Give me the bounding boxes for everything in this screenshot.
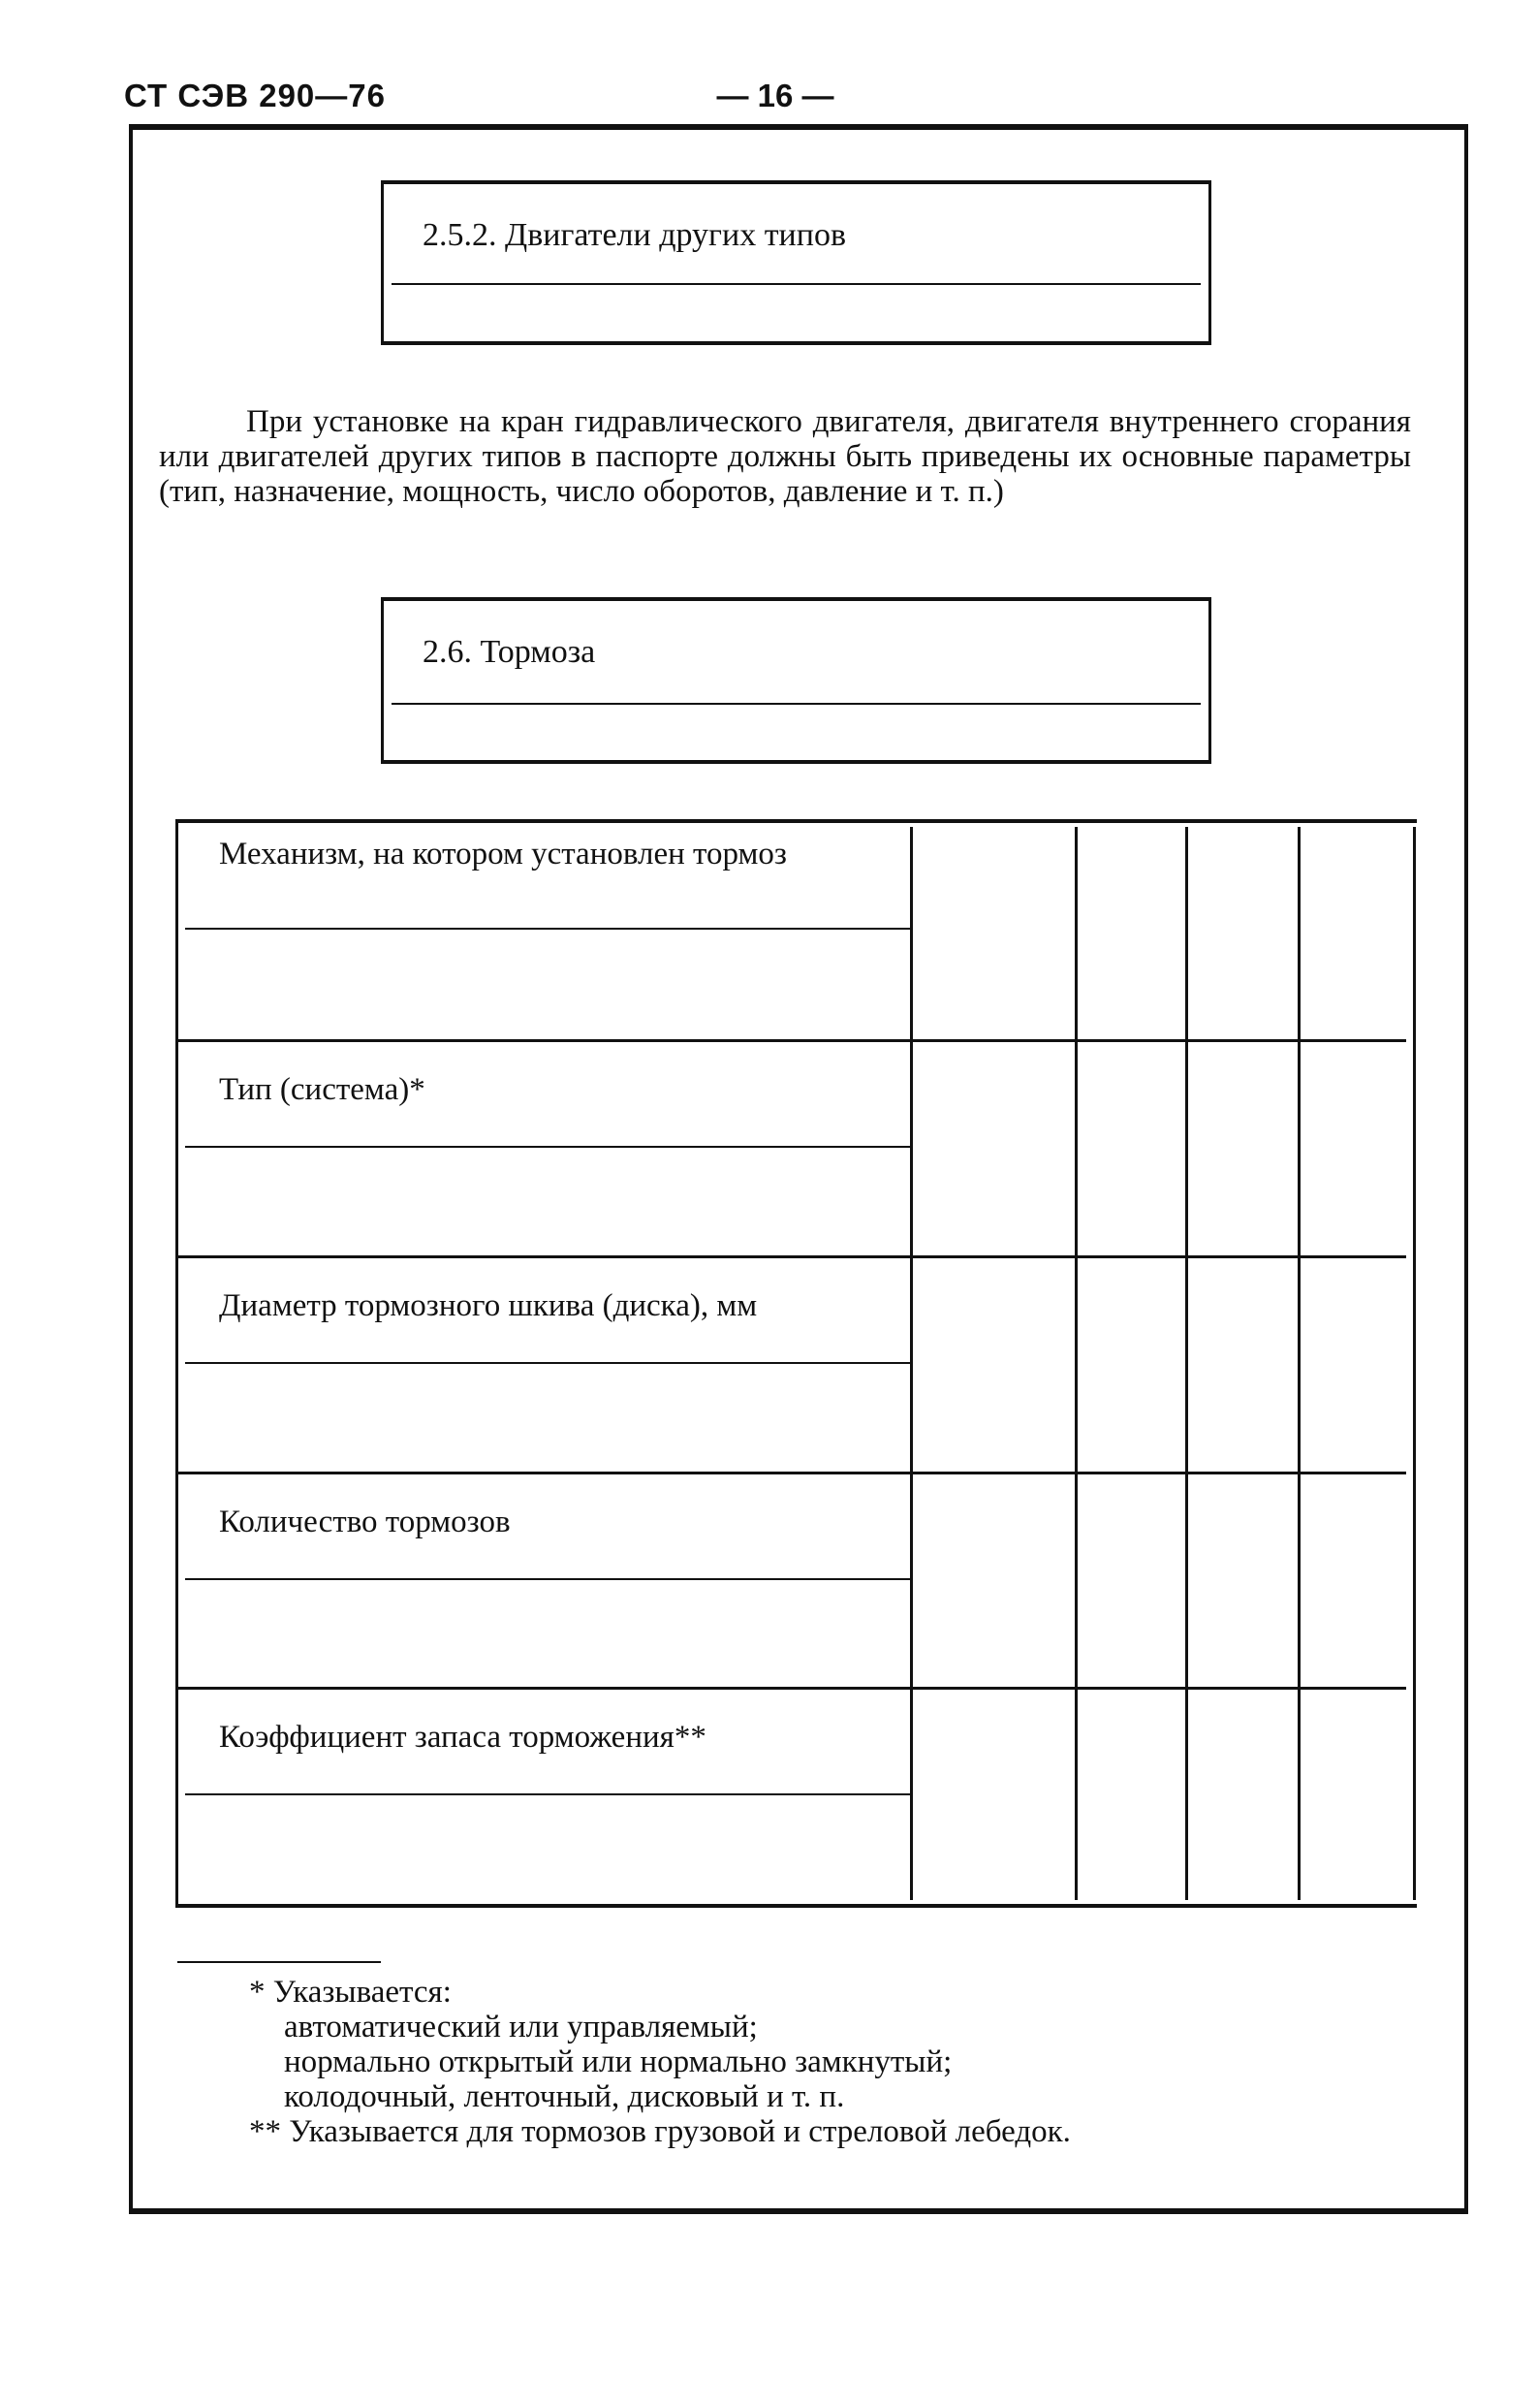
engines-title-box <box>381 180 1211 345</box>
engines-title-divider <box>392 283 1201 285</box>
standard-code: СТ СЭВ 290—76 <box>124 78 386 113</box>
brakes-table <box>175 819 1417 1908</box>
engines-paragraph: При установке на кран гидравлического двигателя, двигателя внутреннего сгорания или двигателей других типов в паспорте должны быть приведены их основные параметры (тип, назначение, мощность, число оборотов, давление и т. п.) <box>159 404 1411 509</box>
page-number: — 16 — <box>716 78 834 113</box>
table-right-border <box>1413 827 1416 1900</box>
table-row-divider <box>175 1687 1406 1690</box>
row-label-type: Тип (система)* <box>219 1072 425 1107</box>
table-column-divider <box>1298 827 1301 1900</box>
row-label-count: Количество тормозов <box>219 1505 511 1539</box>
table-top-border <box>175 819 1417 823</box>
table-bottom-border <box>175 1904 1417 1908</box>
table-column-divider <box>1185 827 1188 1900</box>
footnote-1-line-3: колодочный, ленточный, дисковый и т. п. <box>284 2079 845 2114</box>
brakes-title-divider <box>392 703 1201 705</box>
table-column-divider <box>1075 827 1078 1900</box>
row-label-mechanism: Механизм, на котором установлен тормоз <box>219 837 787 871</box>
footnote-2: ** Указывается для тормозов грузовой и стреловой лебедок. <box>249 2114 1071 2149</box>
footnote-1: * Указывается: <box>249 1975 452 2010</box>
table-row-divider <box>175 1255 1406 1258</box>
footnote-rule <box>177 1961 381 1963</box>
table-row-divider <box>175 1472 1406 1474</box>
row-label-underline <box>185 1362 912 1364</box>
row-label-coefficient: Коэффициент запаса торможения** <box>219 1720 706 1755</box>
row-label-underline <box>185 1578 912 1580</box>
row-label-underline <box>185 928 912 930</box>
footnote-1-line-2: нормально открытый или нормально замкнутый; <box>284 2044 953 2079</box>
row-label-diameter: Диаметр тормозного шкива (диска), мм <box>219 1288 758 1323</box>
engines-section-title: 2.5.2. Двигатели других типов <box>423 217 847 253</box>
brakes-title-box <box>381 597 1211 764</box>
table-row-divider <box>175 1039 1406 1042</box>
row-label-underline <box>185 1793 912 1795</box>
table-left-border <box>175 819 178 1908</box>
brakes-section-title: 2.6. Тормоза <box>423 634 596 670</box>
footnote-1-line-1: автоматический или управляемый; <box>284 2010 758 2044</box>
row-label-underline <box>185 1146 912 1148</box>
